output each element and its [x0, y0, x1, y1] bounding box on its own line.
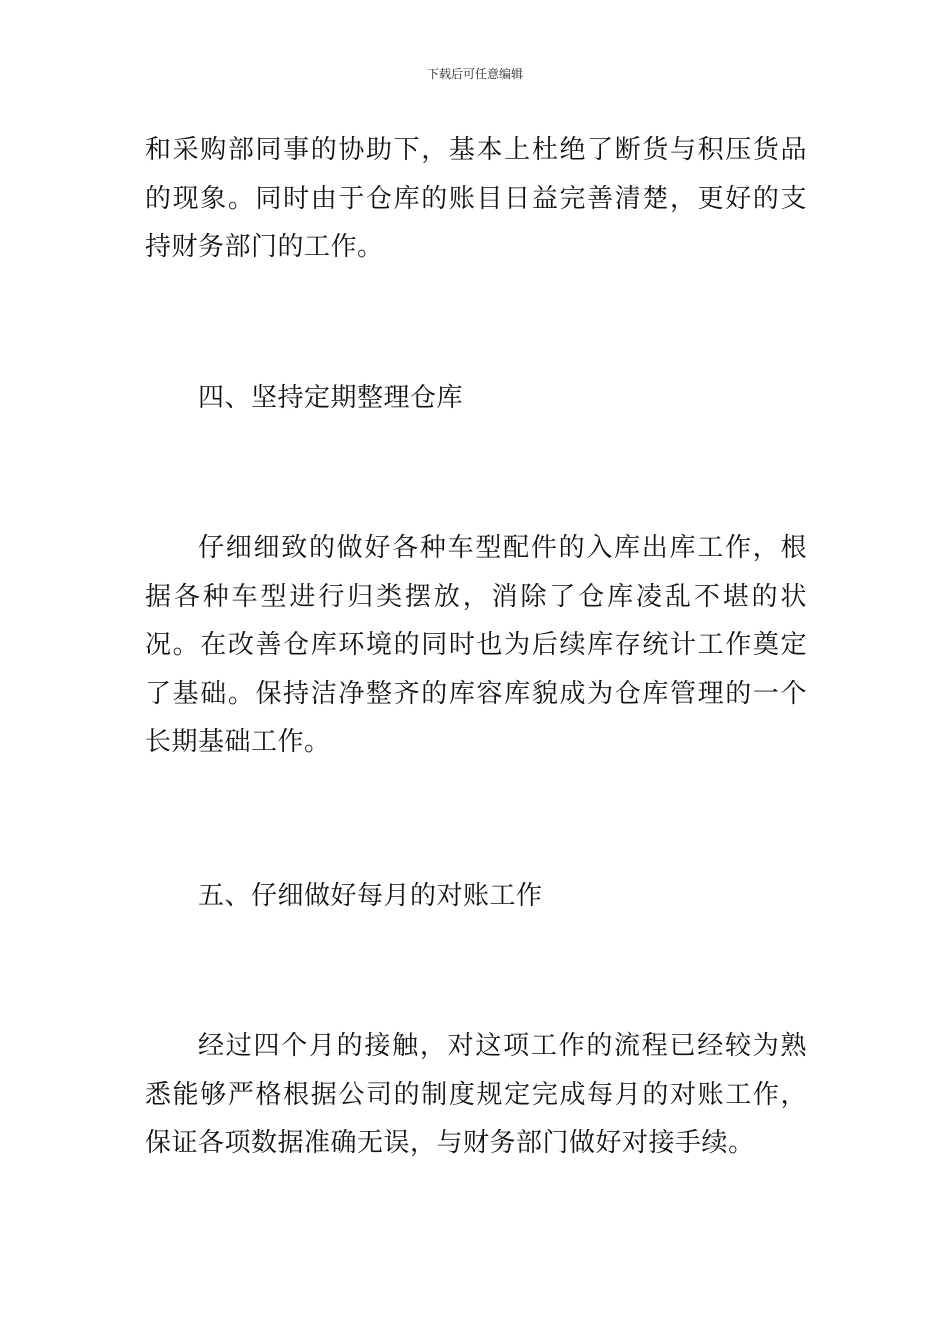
paragraph-continuation: 和采购部同事的协助下，基本上杜绝了断货与积压货品的现象。同时由于仓库的账目日益完善清楚，更好的支持财务部门的工作。: [145, 135, 807, 262]
section-heading-5: 五、仔细做好每月的对账工作: [198, 881, 543, 911]
paragraph-warehouse-organizing: 仔细细致的做好各种车型配件的入库出库工作，根据各种车型进行归类摆放，消除了仓库凌乱不堪的状况。在改善仓库环境的同时也为后续库存统计工作奠定了基础。保持洁净整齐的库容库貌成为仓库管理的一个长期基础工作。: [145, 533, 807, 757]
paragraph-monthly-reconciliation: 经过四个月的接触，对这项工作的流程已经较为熟悉能够严格根据公司的制度规定完成每月的对账工作，保证各项数据准确无误，与财务部门做好对接手续。: [145, 1031, 807, 1158]
page-header: 下载后可任意编辑: [426, 67, 523, 81]
section-heading-4: 四、坚持定期整理仓库: [198, 383, 464, 413]
